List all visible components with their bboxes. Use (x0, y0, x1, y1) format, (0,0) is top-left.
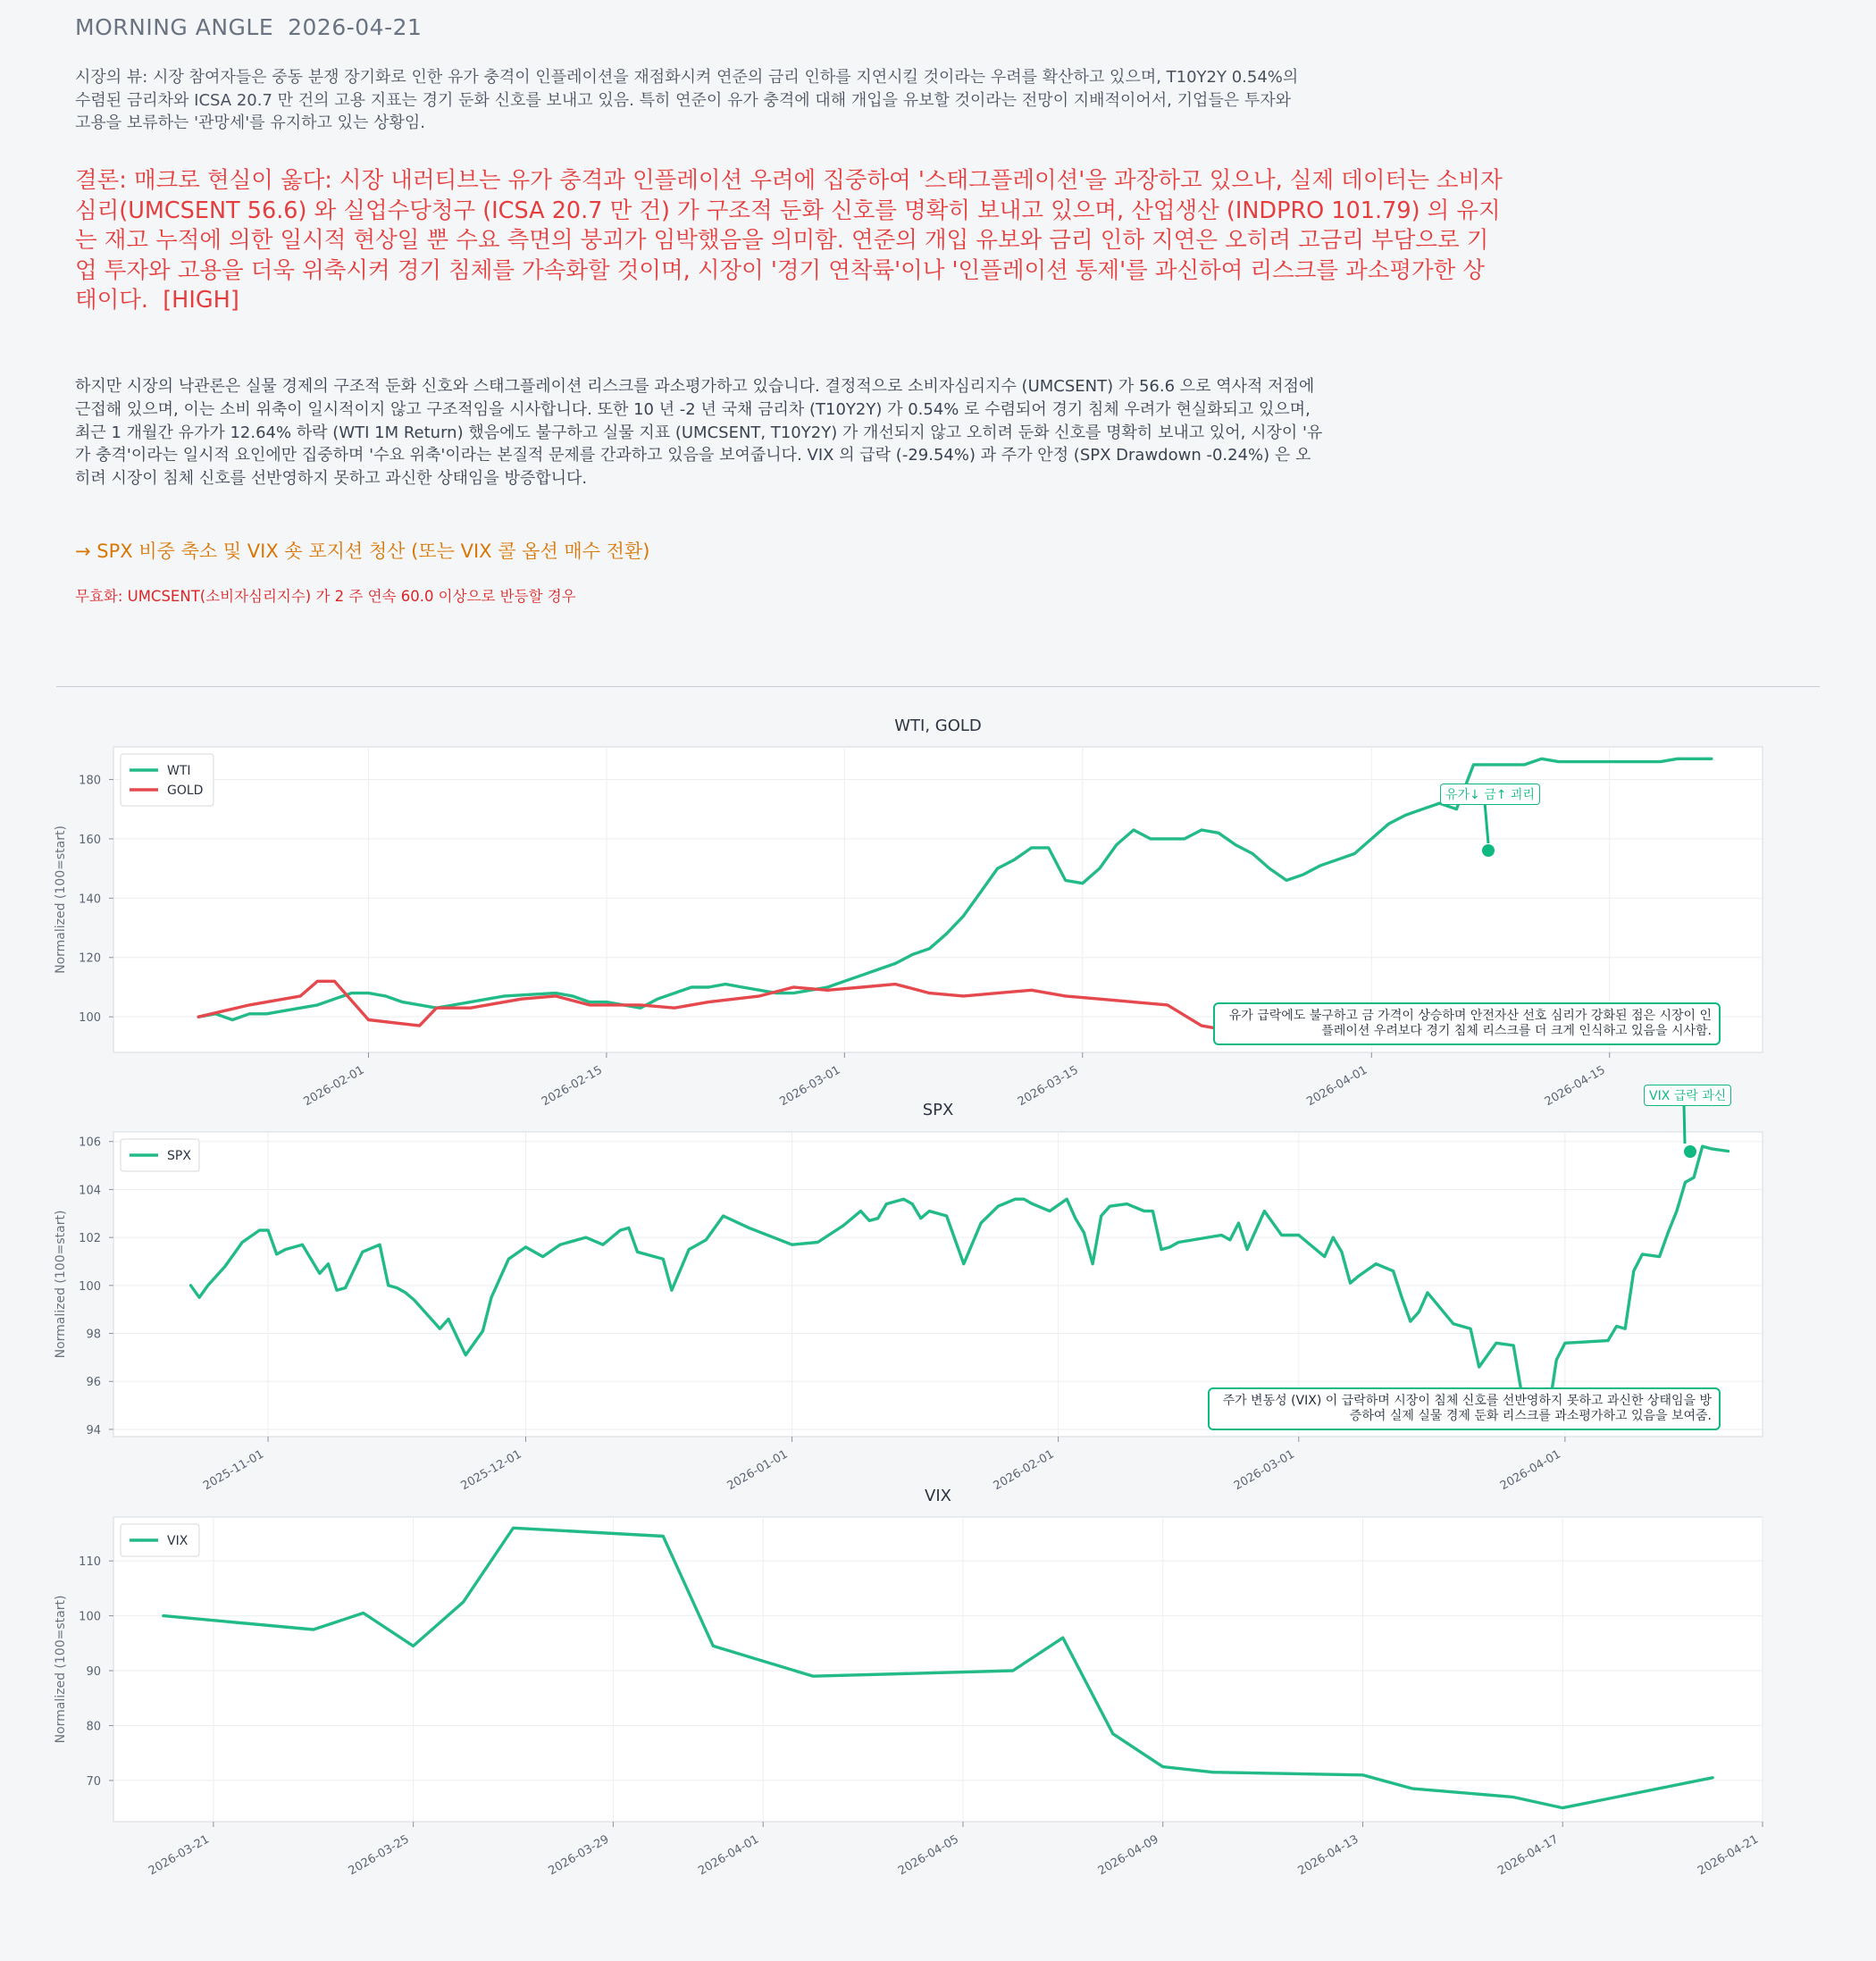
y-tick-label: 94 (86, 1423, 101, 1437)
action-line: → SPX 비중 축소 및 VIX 숏 포지션 청산 (또는 VIX 콜 옵션 매수 전환) (75, 541, 650, 562)
spx-annotation-arrow (1684, 1104, 1685, 1144)
y-tick-label: 100 (79, 1011, 101, 1026)
y-tick-label: 102 (79, 1232, 101, 1246)
spx-annotation-marker (1684, 1145, 1696, 1158)
x-tick-label: 2026-03-25 (346, 1832, 412, 1879)
y-tick-label: 104 (79, 1184, 101, 1198)
x-tick-label: 2026-04-01 (1497, 1447, 1563, 1494)
y-tick-label: 120 (79, 951, 101, 966)
spx-vix-tag: VIX 급락 과신 (1644, 1085, 1731, 1106)
x-tick-label: 2026-03-01 (1231, 1447, 1297, 1494)
confidence-tag: [HIGH] (163, 287, 239, 314)
x-tick-label: 2026-04-01 (696, 1832, 762, 1879)
x-tick-label: 2026-04-09 (1095, 1832, 1161, 1879)
x-tick-label: 2026-04-21 (1696, 1832, 1761, 1879)
y-tick-label: 160 (79, 833, 101, 847)
y-tick-label: 100 (79, 1610, 101, 1624)
x-tick-label: 2025-12-01 (458, 1447, 524, 1494)
y-tick-label: 96 (86, 1376, 101, 1390)
legend (121, 1139, 199, 1171)
y-tick-label: 80 (86, 1720, 101, 1734)
y-tick-label: 106 (79, 1136, 101, 1150)
legend-label: VIX (167, 1534, 188, 1548)
verdict-text: 결론: 매크로 현실이 옳다: 시장 내러티브는 유가 충격과 인플레이션 우려에 집중하여 '스태그플레이션'을 과장하고 있으나, 실제 데이터는 소비자심리(UMCSENT 56.6) 와 실업수당청구 (ICSA 20.7 만 건) 가 구조적 둔화 신호를 명확히 보내고 있으며, 산업생산 (INDPRO 101.79) 의 유지는 재고 누적에 의한 일시적 현상일 뿐 수요 측면의 붕괴가 임박했음을 의미함. 연준의 개입 유보와 금리 인하 지연은 오히려 고금리 부담으로 기업 투자와 고용을 더욱 위축시켜 경기 침체를 가속화할 것이며, 시장이 '경기 연착륙'이나 '인플레이션 통제'를 과신하여 리스크를 과소평가한 상태이다. (75, 167, 1503, 314)
chart-wti-gold (54, 717, 1763, 1109)
y-axis-label: Normalized (100=start) (54, 1210, 68, 1359)
chart-title: WTI, GOLD (894, 717, 982, 735)
x-tick-label: 2026-04-01 (1304, 1063, 1370, 1110)
legend-label: SPX (167, 1149, 191, 1163)
legend-label: WTI (167, 764, 191, 778)
analysis-body: 하지만 시장의 낙관론은 실물 경제의 구조적 둔화 신호와 스태그플레이션 리스크를 과소평가하고 있습니다. 결정적으로 소비자심리지수 (UMCSENT) 가 56.6 으로 역사적 저점에 근접해 있으며, 이는 소비 위축이 일시적이지 않고 구조적임을 시사합니다. 또한 10 년 -2 년 국채 금리차 (T10Y2Y) 가 0.54% 로 수렴되어 경기 침체 우려가 현실화되고 있으며, 최근 1 개월간 유가가 12.64% 하락 (WTI 1M Return) 했음에도 불구하고 실물 지표 (UMCSENT, T10Y2Y) 가 개선되지 않고 오히려 둔화 신호를 명확히 보내고 있어, 시장이 '유가 충격'이라는 일시적 요인에만 집중하며 '수요 위축'이라는 본질적 문제를 간과하고 있음을 보여줍니다. VIX 의 급락 (-29.54%) 과 주가 안정 (SPX Drawdown -0.24%) 은 오히려 시장이 침체 신호를 선반영하지 못하고 과신한 상태임을 방증합니다. (75, 377, 1323, 489)
market-view: 시장의 뷰: 시장 참여자들은 중동 분쟁 장기화로 인한 유가 충격이 인플레이션을 재점화시켜 연준의 금리 인하를 지연시킬 것이라는 우려를 확산하고 있으며, T10Y2Y 0.54%의 수렴된 금리차와 ICSA 20.7 만 건의 고용 지표는 경기 둔화 신호를 보내고 있음. 특히 연준이 유가 충격에 대해 개입을 유보할 것이라는 전망이 지배적이어서, 기업들은 투자와 고용을 보류하는 '관망세'를 유지하고 있는 상황임. (75, 68, 1299, 132)
invalidation-line: 무효화: UMCSENT(소비자심리지수) 가 2 주 연속 60.0 이상으로 반등할 경우 (75, 588, 576, 605)
plot-area (113, 1517, 1763, 1822)
x-tick-label: 2026-01-01 (724, 1447, 791, 1494)
wti-annotation-box: 유가 급락에도 불구하고 금 가격이 상승하며 안전자산 선호 심리가 강화된 점은 시장이 인플레이션 우려보다 경기 침체 리스크를 더 크게 인식하고 있음을 시사함. (1213, 1002, 1721, 1045)
legend (121, 754, 214, 806)
y-tick-label: 140 (79, 893, 101, 907)
y-axis-label: Normalized (100=start) (54, 825, 68, 974)
chart-title: SPX (922, 1101, 954, 1119)
chart-spx (54, 1101, 1763, 1493)
x-tick-label: 2026-04-15 (1542, 1063, 1608, 1110)
wti-divergence-tag: 유가↓ 금↑ 괴리 (1440, 784, 1540, 805)
x-tick-label: 2025-11-01 (201, 1447, 267, 1494)
x-tick-label: 2026-02-01 (991, 1447, 1057, 1494)
report-date: 2026-04-21 (288, 14, 423, 40)
spx-annotation-box: 주가 변동성 (VIX) 이 급락하며 시장이 침체 신호를 선반영하지 못하고 과신한 상태임을 방증하여 실제 실물 경제 둔화 리스크를 과소평가하고 있음을 보여줌. (1208, 1387, 1721, 1430)
x-tick-label: 2026-04-17 (1495, 1832, 1562, 1879)
y-tick-label: 100 (79, 1279, 101, 1294)
x-tick-label: 2026-02-15 (539, 1063, 605, 1110)
x-tick-label: 2026-03-01 (777, 1063, 843, 1110)
legend-box (121, 754, 214, 806)
x-tick-label: 2026-02-01 (301, 1063, 367, 1110)
chart-title: VIX (925, 1487, 951, 1505)
legend (121, 1524, 199, 1556)
y-tick-label: 110 (79, 1555, 101, 1570)
x-tick-label: 2026-04-13 (1295, 1832, 1361, 1879)
x-tick-label: 2026-03-29 (546, 1832, 612, 1879)
y-tick-label: 70 (86, 1774, 101, 1789)
x-tick-label: 2026-03-15 (1015, 1063, 1081, 1110)
report-name: MORNING ANGLE (75, 14, 274, 40)
x-tick-label: 2026-04-05 (896, 1832, 961, 1879)
y-axis-label: Normalized (100=start) (54, 1595, 68, 1744)
legend-label: GOLD (167, 784, 204, 798)
x-tick-label: 2026-03-21 (146, 1832, 212, 1879)
chart-vix (54, 1487, 1763, 1878)
y-tick-label: 180 (79, 774, 101, 788)
y-tick-label: 98 (86, 1328, 101, 1342)
wti-annotation-marker (1482, 844, 1495, 857)
y-tick-label: 90 (86, 1665, 101, 1680)
